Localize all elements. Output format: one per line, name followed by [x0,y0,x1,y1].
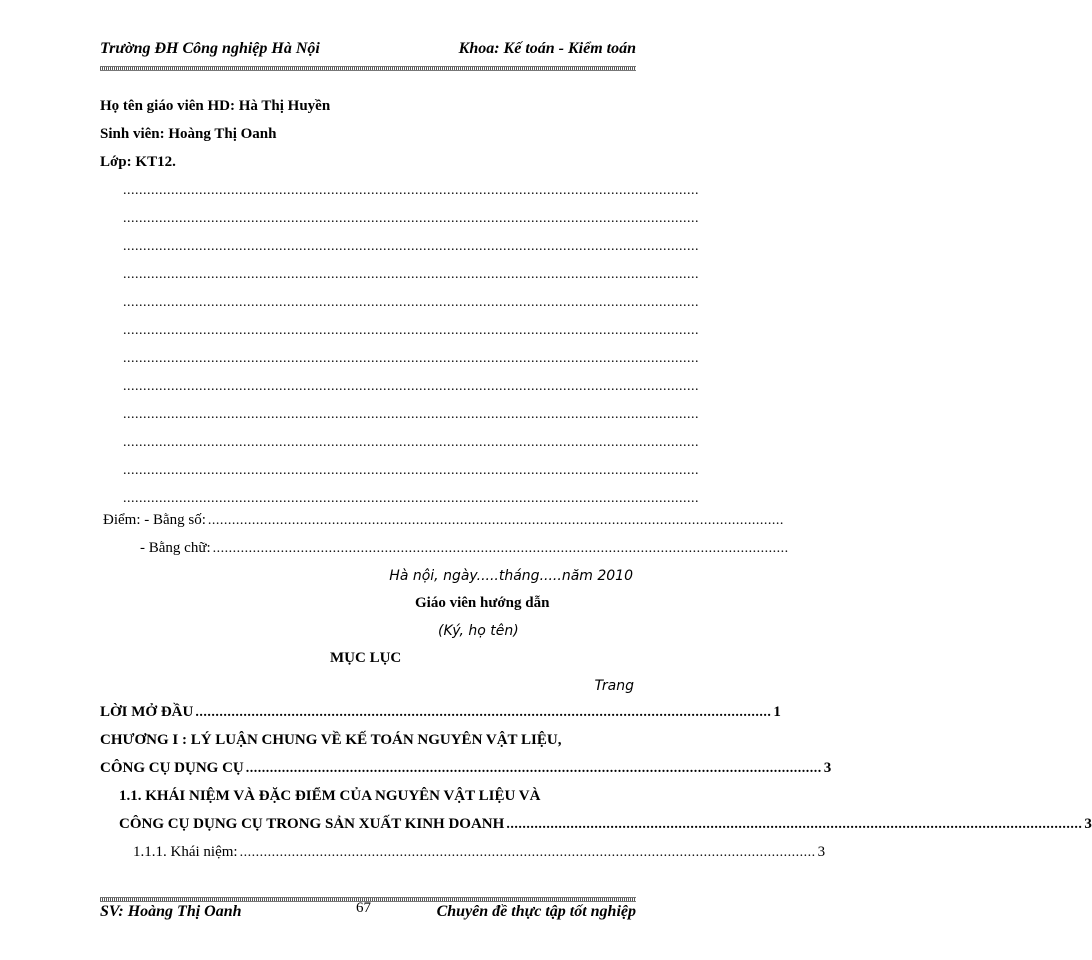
score-word-row [140,540,789,557]
toc-leader: ................................................................................................................................................ [245,761,822,776]
toc-entry-page: 3 [823,760,832,776]
toc-leader: ................................................................................................................................................ [506,817,1083,832]
comment-line: ................................................................................................................................................ [123,491,699,506]
toc-leader: ................................................................................................................................................ [239,845,816,860]
signature-note: (Ký, họ tên) [438,623,519,639]
comment-line: ................................................................................................................................................ [123,267,699,282]
footer-student: SV: Hoàng Thị Oanh [100,903,242,920]
comment-line: ................................................................................................................................................ [123,295,699,310]
score-word-dots: ................................................................................................................................................ [212,541,789,556]
toc-entry-title: LỜI MỞ ĐẦU [100,704,194,720]
toc-entry[interactable] [133,844,826,861]
score-word-label: - Bằng chữ: [140,540,211,556]
score-number-label: Điểm: - Bằng số: [103,512,206,528]
toc-page-label: Trang [594,678,634,694]
toc-entry-title: CÔNG CỤ DỤNG CỤ [100,760,244,776]
toc-heading: MỤC LỤC [330,650,402,666]
signature-title: Giáo viên hướng dẫn [415,595,550,611]
toc-entry[interactable] [119,816,1092,833]
comment-line: ................................................................................................................................................ [123,379,699,394]
comment-line: ................................................................................................................................................ [123,407,699,422]
toc-entry-line1[interactable]: CHƯƠNG I : LÝ LUẬN CHUNG VỀ KẾ TOÁN NGUYÊN VẬT LIỆU, [100,732,562,748]
comment-line: ................................................................................................................................................ [123,435,699,450]
header-school: Trường ĐH Công nghiệp Hà Nội [100,40,320,57]
teacher-name: Họ tên giáo viên HD: Hà Thị Huyền [100,98,331,114]
toc-entry-line1[interactable]: 1.1. KHÁI NIỆM VÀ ĐẶC ĐIỂM CỦA NGUYÊN VẬT LIỆU VÀ [119,788,541,804]
toc-leader: ................................................................................................................................................ [195,705,772,720]
toc-entry-title: CÔNG CỤ DỤNG CỤ TRONG SẢN XUẤT KINH DOANH [119,816,505,832]
toc-entry-page: 3 [1084,816,1092,832]
toc-entry-page: 3 [817,844,826,860]
toc-entry-page: 1 [773,704,781,720]
comment-line: ................................................................................................................................................ [123,239,699,254]
comment-line: ................................................................................................................................................ [123,463,699,478]
signature-date: Hà nội, ngày.....tháng.....năm 2010 [389,568,633,584]
score-number-dots: ................................................................................................................................................ [207,513,784,528]
class-name: Lớp: KT12. [100,154,176,170]
student-name: Sinh viên: Hoàng Thị Oanh [100,126,277,142]
footer-report-title: Chuyên đề thực tập tốt nghiệp [436,903,636,920]
comment-line: ................................................................................................................................................ [123,323,699,338]
score-number-row [103,512,784,529]
header-rule [100,66,636,71]
comment-line: ................................................................................................................................................ [123,183,699,198]
header-faculty: Khoa: Kế toán - Kiểm toán [458,40,636,57]
toc-entry[interactable] [100,760,832,777]
footer-page-number: 67 [356,900,371,916]
toc-entry[interactable] [100,704,781,721]
comment-line: ................................................................................................................................................ [123,211,699,226]
comment-line: ................................................................................................................................................ [123,351,699,366]
toc-entry-title: 1.1.1. Khái niệm: [133,844,238,860]
